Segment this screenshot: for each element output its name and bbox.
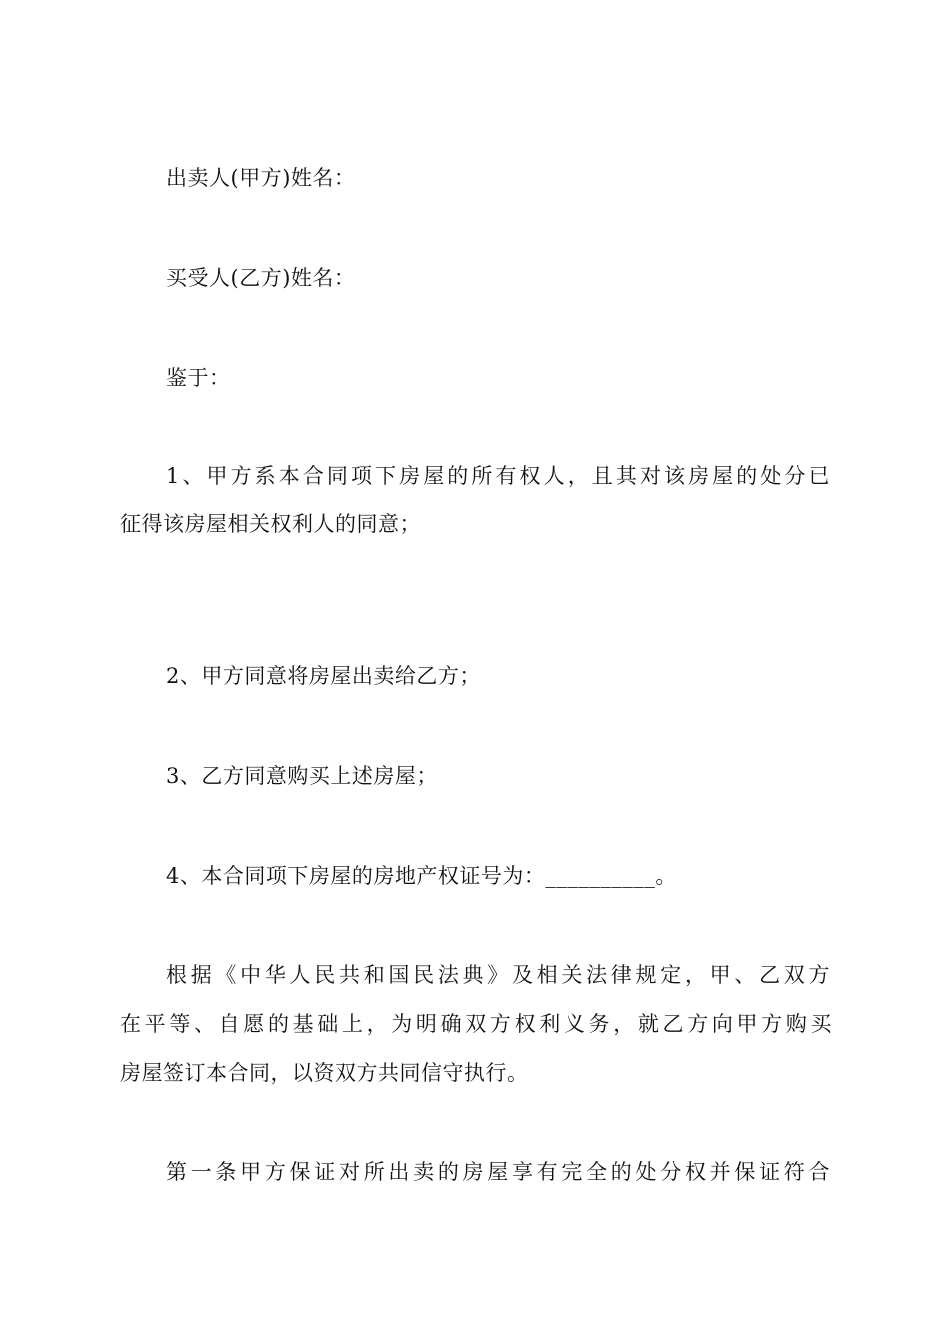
recital-item-1-line-2: 征得该房屋相关权利人的同意； <box>120 512 421 536</box>
recital-item-4: 4、本合同项下房屋的房地产权证号为：__________。 <box>166 864 677 888</box>
basis-paragraph-line-2: 在平等、自愿的基础上，为明确双方权利义务，就乙方向甲方购买 <box>120 1012 832 1036</box>
basis-paragraph-line-3: 房屋签订本合同，以资双方共同信守执行。 <box>120 1061 529 1085</box>
seller-name-label: 出卖人(甲方)姓名： <box>166 166 356 190</box>
recital-item-1-line-1: 1、甲方系本合同项下房屋的所有权人，且其对该房屋的处分已 <box>166 464 830 488</box>
article-1-line-1: 第一条甲方保证对所出卖的房屋享有完全的处分权并保证符合 <box>166 1160 830 1184</box>
recital-item-2: 2、甲方同意将房屋出卖给乙方； <box>166 664 481 688</box>
buyer-name-label: 买受人(乙方)姓名： <box>166 266 356 290</box>
basis-paragraph-line-1: 根据《中华人民共和国民法典》及相关法律规定，甲、乙双方 <box>166 963 830 987</box>
whereas-heading: 鉴于： <box>166 366 231 390</box>
recital-item-3: 3、乙方同意购买上述房屋； <box>166 764 438 788</box>
